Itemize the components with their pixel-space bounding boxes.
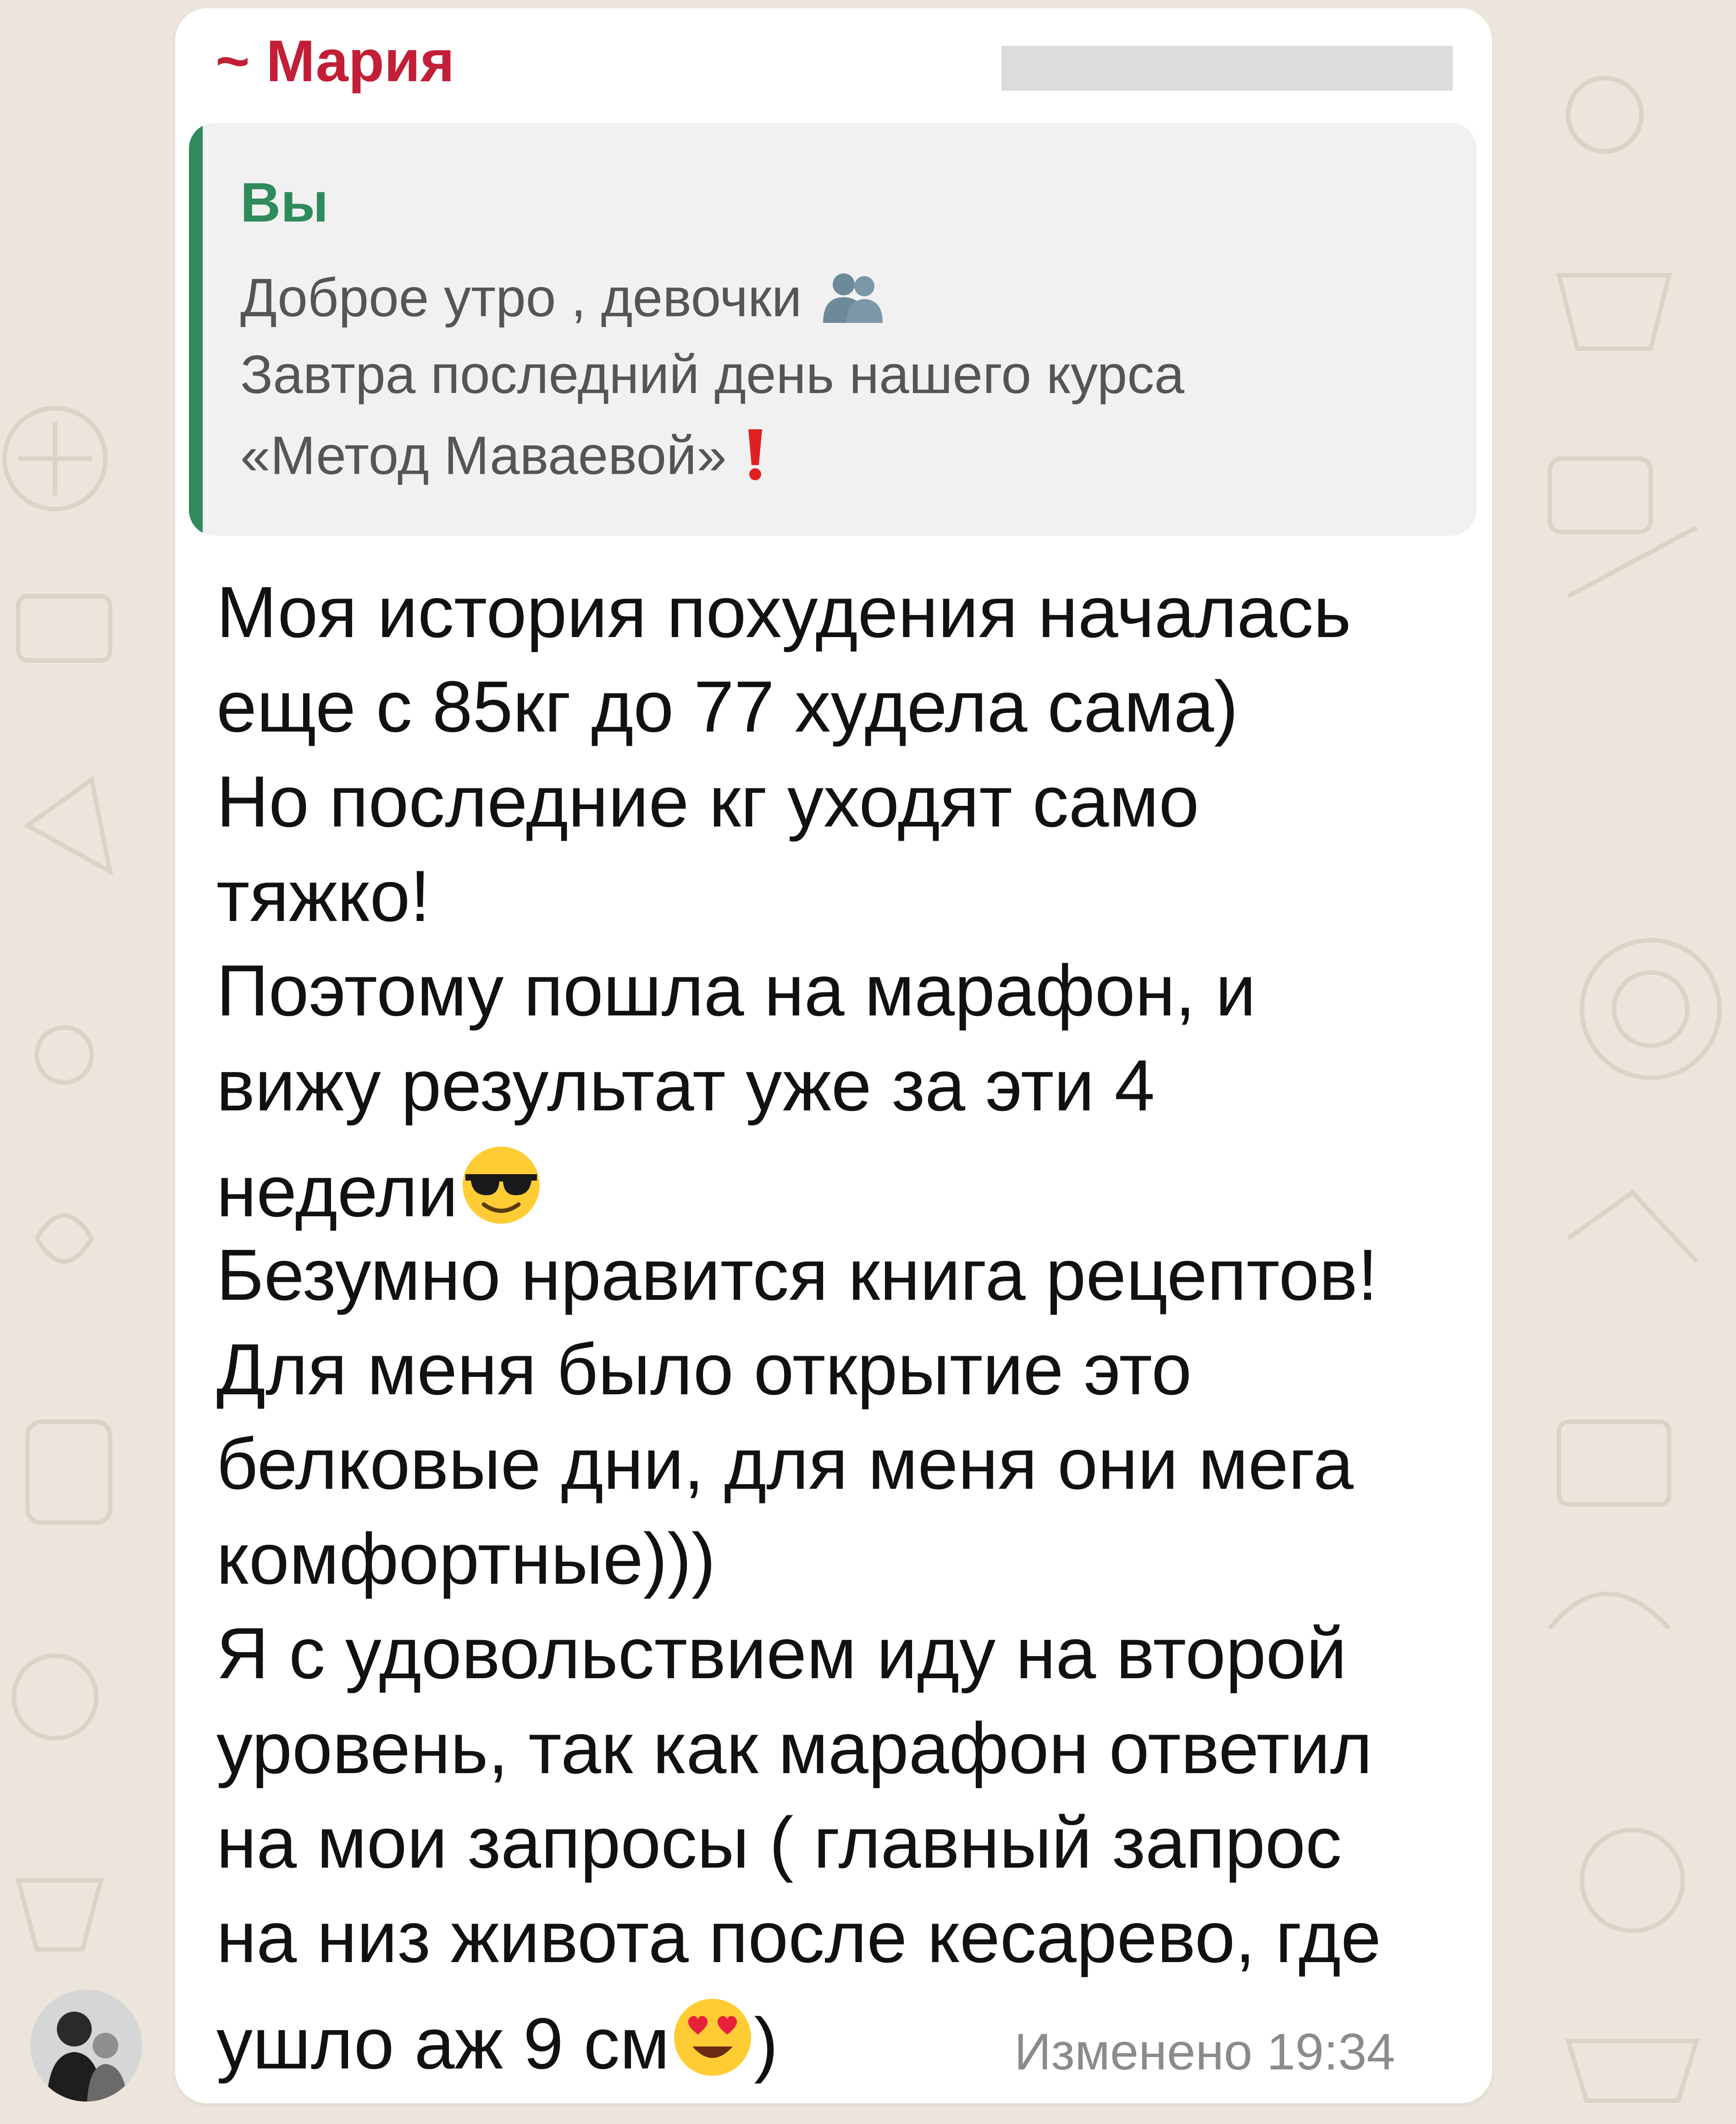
message-text: ушло аж 9 см — [216, 2003, 670, 2084]
message-line: еще с 85кг до 77 худела сама) — [216, 666, 1238, 747]
quote-line: Завтра последний день нашего курса — [240, 344, 1184, 405]
edited-label: Изменено — [1014, 2023, 1253, 2080]
sunglasses-emoji-icon — [460, 1144, 542, 1238]
message-line: Для меня было открытие это — [216, 1329, 1192, 1410]
quote-text: Доброе утро , девочки — [240, 267, 802, 328]
busts-in-silhouette-icon — [818, 269, 887, 333]
message-line: вижу результат уже за эти 4 — [216, 1045, 1155, 1126]
message-line: комфортные))) — [216, 1519, 716, 1599]
message-line: Безумно нравится книга рецептов! — [216, 1235, 1378, 1315]
edited-timestamp — [1014, 2023, 1395, 2080]
message-line: на мои запросы ( главный запрос — [216, 1802, 1342, 1883]
message-text: ) — [754, 2003, 778, 2084]
quote-line — [240, 269, 887, 333]
message-line — [216, 1996, 778, 2090]
message-text: недели — [216, 1151, 458, 1232]
quote-line — [240, 427, 767, 490]
quote-author: Вы — [240, 171, 329, 233]
message-line: уровень, так как марафон ответил — [216, 1708, 1372, 1789]
redacted-sender-phone — [1001, 46, 1453, 91]
quote-text: «Метод Маваевой» — [240, 425, 727, 486]
red-exclamation-icon — [744, 427, 767, 490]
message-line: Я с удовольствием иду на второй — [216, 1613, 1347, 1694]
sender-avatar[interactable] — [30, 1990, 142, 2102]
message-line — [216, 1144, 542, 1238]
message-bubble[interactable] — [175, 8, 1492, 2103]
message-line: белковые дни, для меня они мега — [216, 1424, 1354, 1504]
quoted-message[interactable] — [189, 123, 1476, 536]
message-time: 19:34 — [1266, 2023, 1395, 2080]
heart-eyes-emoji-icon — [671, 1996, 754, 2090]
avatar-photo — [30, 1990, 142, 2102]
message-line: на низ живота после кесарево, где — [216, 1897, 1381, 1978]
message-line: Но последние кг уходят само — [216, 761, 1200, 842]
sender-name[interactable]: ~ Мария — [216, 28, 455, 94]
message-line: тяжко! — [216, 856, 431, 937]
message-line: Моя история похудения началась — [216, 572, 1351, 653]
message-line: Поэтому пошла на марафон, и — [216, 950, 1256, 1031]
quote-accent-bar — [189, 123, 203, 536]
